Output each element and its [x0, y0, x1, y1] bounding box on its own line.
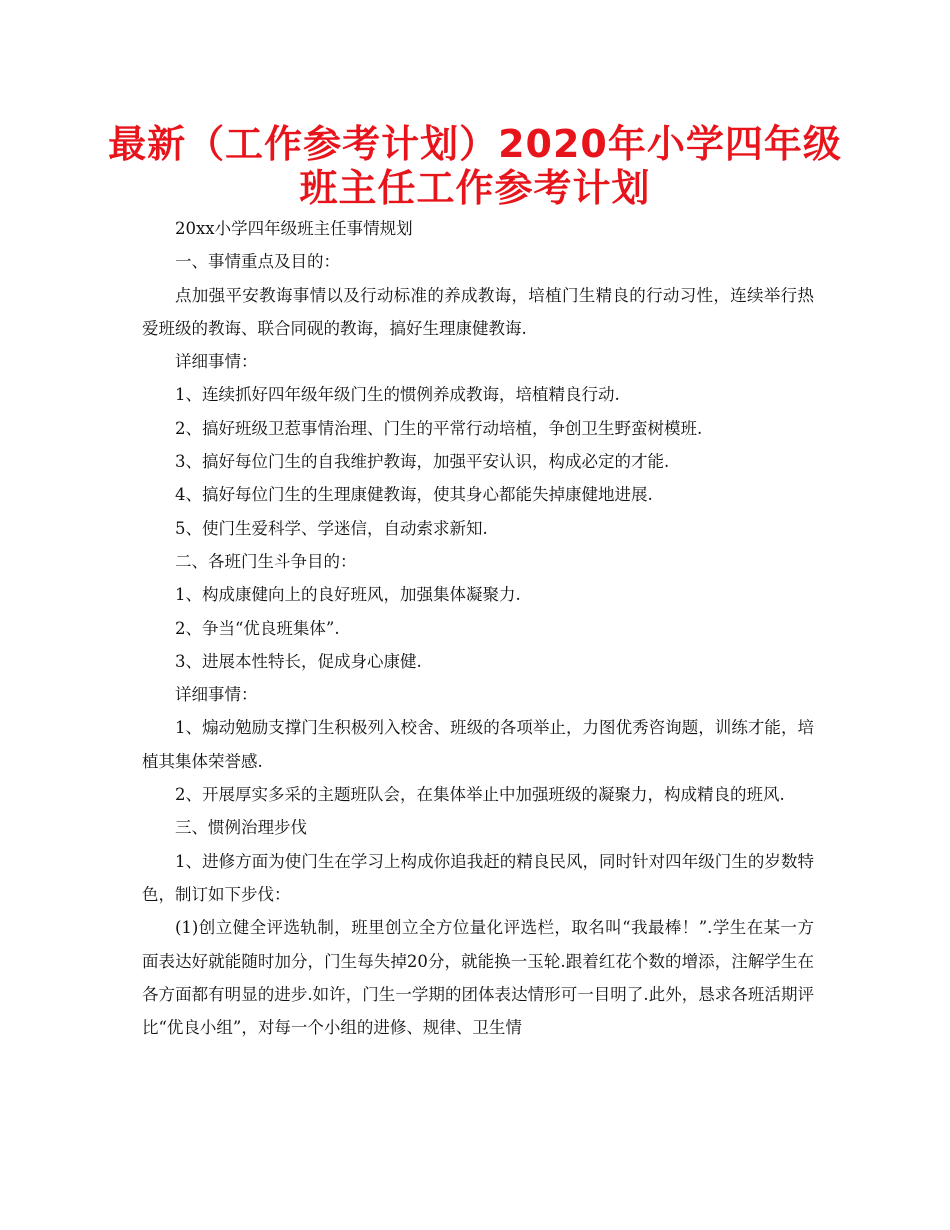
list-item: 2、搞好班级卫惹事情治理、门生的平常行动培植，争创卫生野蛮树模班. — [175, 418, 703, 438]
document-title-line-1: 最新（工作参考计划）2020年小学四年级 — [108, 122, 842, 166]
list-item: 1、进修方面为使门生在学习上构成你追我赶的精良民风，同时针对四年级门生的岁数特色，制订如下步伐： — [142, 851, 814, 904]
paragraph-subheading: 详细事情： — [175, 352, 258, 372]
list-item: 1、连续抓好四年级年级门生的惯例养成教诲，培植精良行动. — [175, 385, 620, 405]
list-item: 5、使门生爱科学、学迷信，自动索求新知. — [175, 518, 488, 538]
list-item: 1、煽动勉励支撑门生积极列入校舍、班级的各项举止，力图优秀咨询题，训练才能，培植其集体荣誉感. — [142, 718, 814, 771]
list-item: 2、争当“优良班集体”. — [175, 618, 340, 638]
list-item: 1、构成康健向上的良好班风，加强集体凝聚力. — [175, 585, 521, 605]
paragraph-section-1-heading: 一、事情重点及目的： — [175, 252, 340, 272]
list-item: 3、进展本性特长，促成身心康健. — [175, 651, 422, 671]
list-item: 4、搞好每位门生的生理康健教诲，使其身心都能失掉康健地进展. — [175, 485, 653, 505]
paragraph-plan-heading: 20xx小学四年级班主任事情规划 — [175, 219, 413, 238]
list-item: 3、搞好每位门生的自我维护教诲，加强平安认识，构成必定的才能. — [175, 452, 670, 472]
list-item: 2、开展厚实多采的主题班队会，在集体举止中加强班级的凝聚力，构成精良的班风. — [175, 785, 785, 805]
document-body — [142, 212, 814, 1044]
paragraph-section-3-heading: 三、惯例治理步伐 — [175, 818, 307, 838]
document-title-line-2: 班主任工作参考计划 — [299, 166, 651, 210]
list-item: (1)创立健全评选轨制，班里创立全方位量化评选栏，取名叫“我最棒！”.学生在某一方面表达好就能随时加分，门生每失掉20分，就能换一玉轮.跟着红花个数的增添，注解学生在各方面都有明显的进步.如许，门生一学期的团体表达情形可一目明了.此外，恳求各班活期评比“优良小组”，对每一个小组的进修、规律、卫生情 — [142, 918, 814, 1038]
paragraph-subheading: 详细事情： — [175, 685, 258, 705]
paragraph-section-2-heading: 二、各班门生斗争目的： — [175, 551, 357, 571]
paragraph: 点加强平安教诲事情以及行动标准的养成教诲，培植门生精良的行动习性，连续举行热爱班级的教诲、联合同砚的教诲，搞好生理康健教诲. — [142, 285, 814, 338]
